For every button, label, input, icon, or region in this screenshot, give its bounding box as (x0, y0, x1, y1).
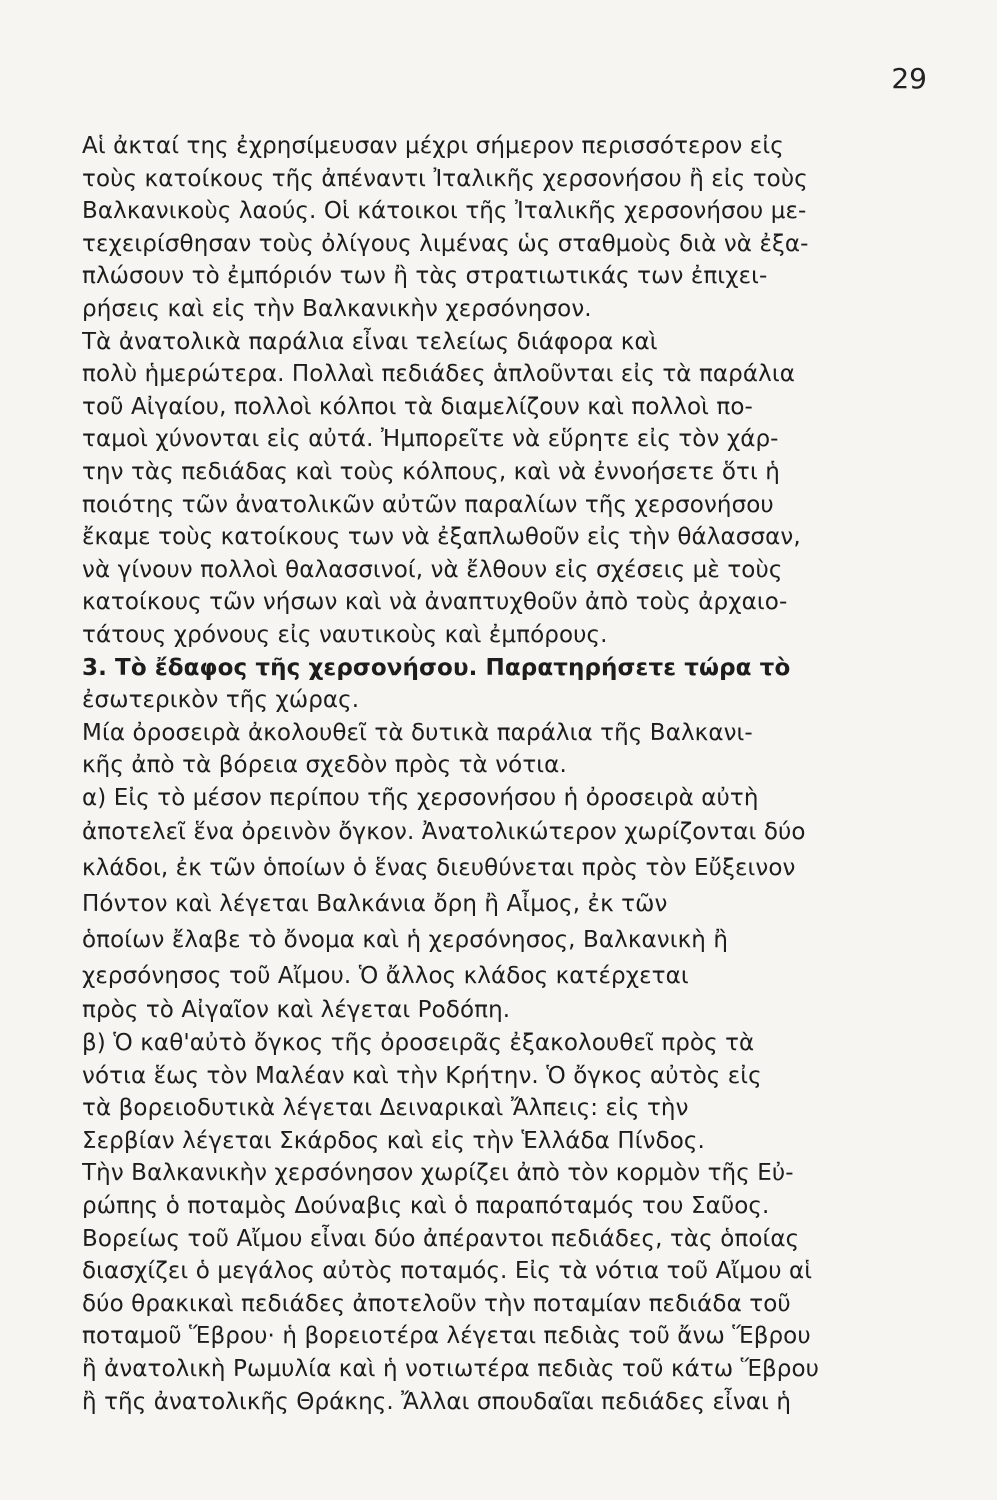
page-number: 29 (891, 62, 927, 95)
text-line: Τὰ ἀνατολικὰ παράλια εἶναι τελείως διάφορα καὶ (82, 328, 658, 355)
text-line: Βορείως τοῦ Αἴμου εἶναι δύο ἀπέραντοι πεδιάδες, τὰς ὁποίας (82, 1225, 800, 1252)
text-line: τοὺς κατοίκους τῆς ἀπέναντι Ἰταλικῆς χερσονήσου ἢ εἰς τοὺς (82, 165, 808, 192)
text-line: Σερβίαν λέγεται Σκάρδος καὶ εἰς τὴν Ἑλλάδα Πίνδος. (82, 1127, 705, 1154)
text-line: Τὴν Βαλκανικὴν χερσόνησον χωρίζει ἀπὸ τὸν κορμὸν τῆς Εὐ- (82, 1160, 794, 1187)
text-line: τάτους χρόνους εἰς ναυτικοὺς καὶ ἐμπόρους. (82, 621, 608, 648)
text-line: τὰ βορειοδυτικὰ λέγεται Δειναρικαὶ Ἄλπεις: εἰς τὴν (82, 1095, 689, 1122)
text-line: ποταμοῦ Ἕβρου· ἡ βορειοτέρα λέγεται πεδιὰς τοῦ ἄνω Ἕβρου (82, 1323, 811, 1350)
text-line: ὁποίων ἔλαβε τὸ ὄνομα καὶ ἡ χερσόνησος, Βαλκανικὴ ἢ (82, 927, 729, 954)
text-line: ἢ ἀνατολικὴ Ρωμυλία καὶ ἡ νοτιωτέρα πεδιὰς τοῦ κάτω Ἕβρου (82, 1356, 820, 1382)
body-text (82, 130, 958, 1418)
text-line: ρήσεις καὶ εἰς τὴν Βαλκανικὴν χερσόνησον. (82, 295, 592, 322)
text-line: Αἱ ἀκταί της ἐχρησίμευσαν μέχρι σήμερον περισσότερον εἰς (82, 133, 784, 159)
section-heading-line: 3. Τὸ ἔδαφος τῆς χερσονήσου. Παρατηρήσετε τώρα τὸ (82, 654, 791, 681)
text-line: τοῦ Αἰγαίου, πολλοὶ κόλποι τὰ διαμελίζουν καὶ πολλοὶ πο- (82, 393, 753, 420)
text-line: ταμοὶ χύνονται εἰς αὐτά. Ἠμπορεῖτε νὰ εὕρητε εἰς τὸν χάρ- (82, 426, 779, 453)
text-line: κλάδοι, ἐκ τῶν ὁποίων ὁ ἕνας διευθύνεται πρὸς τὸν Εὔξεινον (82, 855, 796, 882)
text-line: β) Ὁ καθ'αὐτὸ ὄγκος τῆς ὀροσειρᾶς ἐξακολουθεῖ πρὸς τὰ (82, 1030, 755, 1057)
text-line: ρώπης ὁ ποταμὸς Δούναβις καὶ ὁ παραπόταμός του Σαῦος. (82, 1193, 770, 1220)
text-line: χερσόνησος τοῦ Αἴμου. Ὁ ἄλλος κλάδος κατέρχεται (82, 963, 689, 990)
text-line: ἢ τῆς ἀνατολικῆς Θράκης. Ἄλλαι σπουδαῖαι πεδιάδες εἶναι ἡ (82, 1388, 792, 1415)
text-line: πλώσουν τὸ ἐμπόριόν των ἢ τὰς στρατιωτικάς των ἐπιχει- (82, 263, 768, 290)
text-line: κατοίκους τῶν νήσων καὶ νὰ ἀναπτυχθοῦν ἀπὸ τοὺς ἀρχαιο- (82, 589, 788, 616)
text-line: την τὰς πεδιάδας καὶ τοὺς κόλπους, καὶ νὰ ἐννοήσετε ὅτι ἡ (82, 458, 780, 485)
text-line: Βαλκανικοὺς λαούς. Οἱ κάτοικοι τῆς Ἰταλικῆς χερσονήσου με- (82, 198, 807, 225)
text-line: πρὸς τὸ Αἰγαῖον καὶ λέγεται Ροδόπη. (82, 997, 511, 1024)
text-line: δύο θρακικαὶ πεδιάδες ἀποτελοῦν τὴν ποταμίαν πεδιάδα τοῦ (82, 1290, 791, 1317)
text-line: νότια ἕως τὸν Μαλέαν καὶ τὴν Κρήτην. Ὁ ὄγκος αὐτὸς εἰς (82, 1062, 762, 1089)
text-line: τεχειρίσθησαν τοὺς ὀλίγους λιμένας ὡς σταθμοὺς διὰ νὰ ἐξα- (82, 230, 809, 257)
text-line: Πόντον καὶ λέγεται Βαλκάνια ὄρη ἢ Αἶμος, ἐκ τῶν (82, 891, 668, 918)
text-line: διασχίζει ὁ μεγάλος αὐτὸς ποταμός. Εἰς τὰ νότια τοῦ Αἴμου αἱ (82, 1258, 813, 1285)
text-line: νὰ γίνουν πολλοὶ θαλασσινοί, νὰ ἔλθουν εἰς σχέσεις μὲ τοὺς (82, 556, 783, 583)
text-line: ἀποτελεῖ ἕνα ὀρεινὸν ὄγκον. Ἀνατολικώτερον χωρίζονται δύο (82, 819, 806, 846)
text-line: ποιότης τῶν ἀνατολικῶν αὐτῶν παραλίων τῆς χερσονήσου (82, 491, 774, 518)
text-line: πολὺ ἡμερώτερα. Πολλαὶ πεδιάδες ἁπλοῦνται εἰς τὰ παράλια (82, 361, 795, 388)
text-line: Μία ὀροσειρὰ ἀκολουθεῖ τὰ δυτικὰ παράλια τῆς Βαλκανι- (82, 719, 753, 746)
text-line: α) Εἰς τὸ μέσον περίπου τῆς χερσονήσου ἡ ὀροσειρὰ αὐτὴ (82, 784, 759, 811)
text-line: ἐσωτερικὸν τῆς χώρας. (82, 687, 360, 714)
text-line: κῆς ἀπὸ τὰ βόρεια σχεδὸν πρὸς τὰ νότια. (82, 752, 567, 779)
text-line: ἔκαμε τοὺς κατοίκους των νὰ ἐξαπλωθοῦν εἰς τὴν θάλασσαν, (82, 524, 801, 551)
